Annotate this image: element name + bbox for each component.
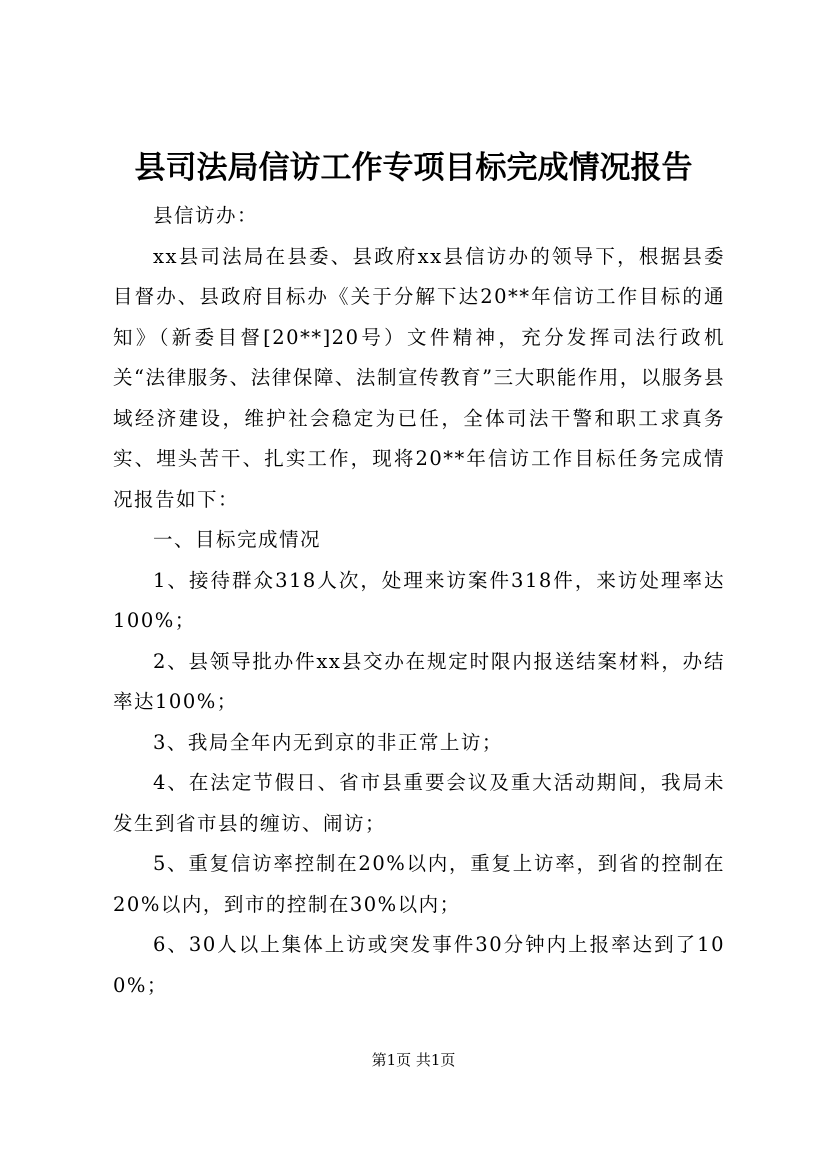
salutation: 县信访办： <box>153 204 259 227</box>
list-item-2: 2、县领导批办件xx县交办在规定时限内报送结案材料，办结率达100%； <box>113 649 725 713</box>
intro-paragraph: xx县司法局在县委、县政府xx县信访办的领导下，根据县委目督办、县政府目标办《关于分解下达20**年信访工作目标的通知》（新委目督[20**]20号）文件精神，充分发挥司法行政机关“法律服务、法律保障、法制宣传教育”三大职能作用，以服务县域经济建设，维护社会稳定为已任，全体司法干警和职工求真务实、埋头苦干、扎实工作，现将20**年信访工作目标任务完成情况报告如下： <box>113 244 725 511</box>
list-item-4: 4、在法定节假日、省市县重要会议及重大活动期间，我局未发生到省市县的缠访、闹访； <box>113 771 725 835</box>
document-title: 县司法局信访工作专项目标完成情况报告 <box>134 150 693 186</box>
list-item-5: 5、重复信访率控制在20%以内，重复上访率，到省的控制在20%以内，到市的控制在30%以内； <box>113 852 725 916</box>
document-body <box>113 196 725 1006</box>
section-heading: 一、目标完成情况 <box>153 528 322 551</box>
list-item-3: 3、我局全年内无到京的非正常上访； <box>153 730 503 754</box>
list-item-6: 6、30人以上集体上访或突发事件30分钟内上报率达到了100%； <box>113 933 725 997</box>
list-item-1: 1、接待群众318人次，处理来访案件318件，来访处理率达100%； <box>113 568 725 632</box>
page-footer: 第1页 共1页 <box>371 1051 456 1069</box>
